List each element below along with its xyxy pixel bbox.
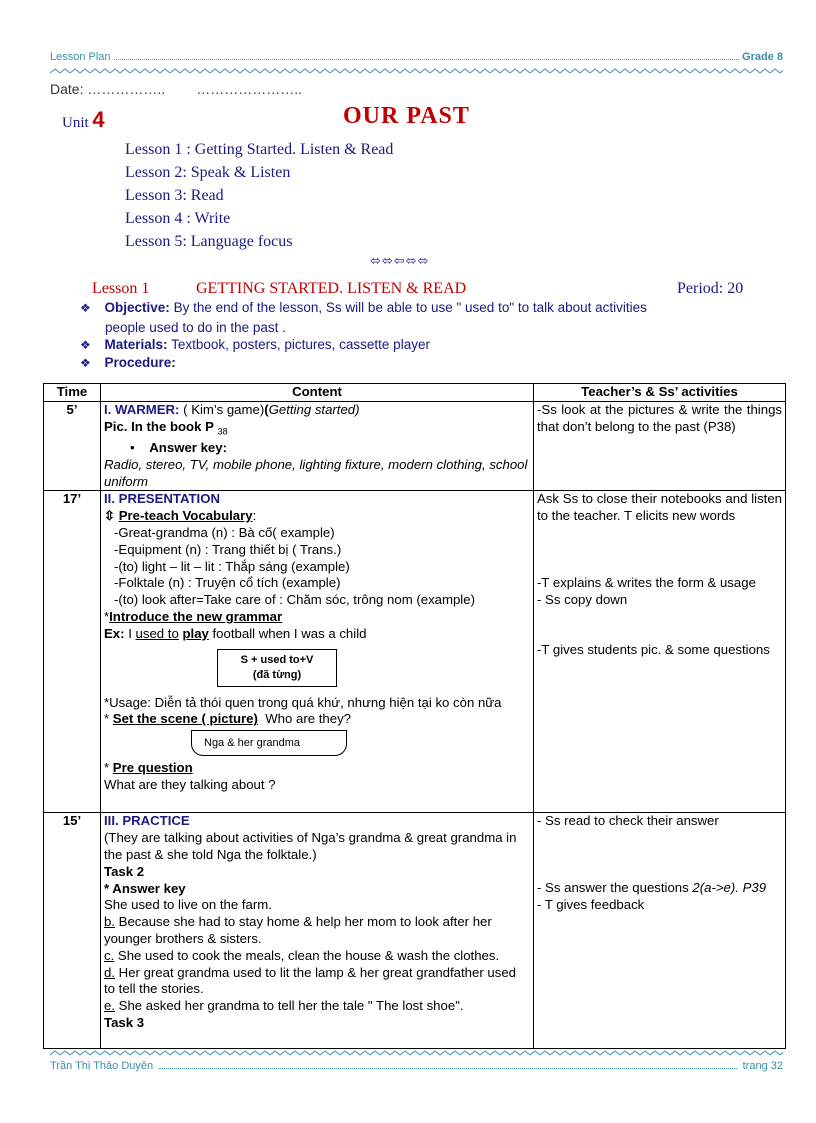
materials-text: Textbook, posters, pictures, cassette player bbox=[171, 337, 430, 352]
answer-e: e. She asked her grandma to tell her the tale " The lost shoe". bbox=[104, 998, 464, 1014]
practice-intro: (They are talking about activities of Nga’s grandma & great grandma in the past & she told Nga the folktale.) bbox=[104, 830, 517, 863]
header-content: Content bbox=[101, 384, 534, 402]
content-cell bbox=[101, 401, 534, 491]
bullet-icon: ❖ bbox=[80, 356, 91, 370]
procedure-table bbox=[43, 383, 786, 1049]
activity-cell: -Ss look at the pictures & write the things that don’t belong to the past (P38) bbox=[534, 401, 786, 491]
warmer-heading: I. WARMER: ( Kim’s game)(Getting started) bbox=[104, 401, 360, 417]
pre-teach-heading: ⇳ Pre-teach Vocabulary: bbox=[104, 508, 257, 524]
pre-question: * Pre question bbox=[104, 760, 193, 776]
answer-key-item: • Answer key: bbox=[130, 440, 227, 456]
lesson-title: GETTING STARTED. LISTEN & READ bbox=[196, 280, 467, 297]
answer-key-label: * Answer key bbox=[104, 880, 186, 896]
lesson-list bbox=[125, 138, 393, 253]
bullet-icon: ❖ bbox=[80, 301, 91, 315]
lesson-item: Lesson 1 : Getting Started. Listen & Read bbox=[125, 141, 394, 158]
date-label: Date: bbox=[50, 81, 84, 97]
example-sentence: Ex: I used to play football when I was a child bbox=[104, 625, 367, 641]
content-cell bbox=[101, 491, 534, 813]
footer-dots bbox=[159, 1060, 736, 1069]
activity-text: - Ss read to check their answer bbox=[537, 813, 719, 829]
pre-question-text: What are they talking about ? bbox=[104, 776, 276, 792]
footer-author: Trần Thị Thảo Duyên bbox=[50, 1060, 154, 1072]
warmer-pic: Pic. In the book P $_{38}$ bbox=[104, 418, 228, 437]
answer-b: b. Because she had to stay home & help her mom to look after her younger brothers & sisters. bbox=[104, 914, 492, 946]
header-zigzag bbox=[50, 68, 783, 74]
table-header-row bbox=[44, 384, 786, 402]
page-footer bbox=[50, 1060, 783, 1072]
vocab-list bbox=[104, 525, 530, 609]
divider-arrows-icon: ⬄⬄⇦⬄⬄ bbox=[370, 253, 430, 268]
unit-number: 4 bbox=[92, 107, 105, 132]
page-header bbox=[50, 51, 783, 67]
footer-page: trang 32 bbox=[742, 1060, 783, 1072]
activity-text: - T gives feedback bbox=[537, 897, 645, 913]
unit-word: Unit bbox=[62, 115, 89, 131]
activity-text: Ask Ss to close their notebooks and listen to the teacher. T elicits new words bbox=[537, 491, 782, 524]
vocab-item: -Great-grandma (n) : Bà cố( example) bbox=[114, 525, 335, 541]
task-2-label: Task 2 bbox=[104, 863, 145, 879]
activity-cell bbox=[534, 491, 786, 813]
objective-text: By the end of the lesson, Ss will be able to use " used to" to talk about activities bbox=[173, 300, 647, 315]
header-border bbox=[50, 68, 783, 74]
objective-label: Objective: bbox=[104, 300, 170, 315]
vocab-item: -Equipment (n) : Trang thiết bị ( Trans.) bbox=[114, 541, 342, 557]
time-cell: 15’ bbox=[44, 813, 101, 1049]
date-line bbox=[50, 81, 302, 97]
lesson-number: Lesson 1 bbox=[92, 280, 150, 297]
footer-border bbox=[50, 1050, 783, 1056]
header-grade: Grade 8 bbox=[742, 51, 783, 63]
date-blank-1: …………….. bbox=[87, 81, 166, 97]
objective-line-2: people used to do in the past . bbox=[105, 320, 286, 335]
set-scene: * Set the scene ( picture) Who are they? bbox=[104, 711, 351, 727]
time-cell: 5’ bbox=[44, 401, 101, 491]
usage-text: *Usage: Diễn tả thói quen trong quá khứ, nhưng hiện tại ko còn nữa bbox=[104, 694, 502, 710]
footer-zigzag bbox=[50, 1050, 783, 1056]
activity-text: - Ss copy down bbox=[537, 591, 628, 607]
practice-heading: III. PRACTICE bbox=[104, 813, 190, 829]
unit-label bbox=[62, 107, 105, 133]
vocab-item: -(to) look after=Take care of : Chăm sóc, trông nom (example) bbox=[114, 592, 475, 608]
answer-c: c. She used to cook the meals, clean the house & wash the clothes. bbox=[104, 947, 500, 963]
table-row-practice bbox=[44, 813, 786, 1049]
lesson-period: Period: 20 bbox=[677, 280, 744, 297]
lesson-item: Lesson 2: Speak & Listen bbox=[125, 164, 291, 181]
header-time: Time bbox=[44, 384, 101, 402]
activity-text: -T gives students pic. & some questions bbox=[537, 641, 770, 657]
activity-text: -T explains & writes the form & usage bbox=[537, 575, 756, 591]
header-left: Lesson Plan bbox=[50, 51, 111, 63]
warmer-answers: Radio, stereo, TV, mobile phone, lighting fixture, modern clothing, school uniform bbox=[104, 456, 528, 489]
date-blank-2: ………………….. bbox=[196, 81, 303, 97]
lesson-item: Lesson 4 : Write bbox=[125, 210, 231, 227]
activity-cell bbox=[534, 813, 786, 1049]
table-row-presentation bbox=[44, 491, 786, 813]
vocab-item: -(to) light – lit – lit : Thắp sáng (example) bbox=[114, 558, 350, 574]
formula-box: S + used to+V (đã từng) bbox=[217, 649, 337, 687]
unit-title: OUR PAST bbox=[343, 103, 470, 129]
intro-grammar: *Introduce the new grammar bbox=[104, 609, 283, 624]
table-row-warmer bbox=[44, 401, 786, 491]
lesson-item: Lesson 5: Language focus bbox=[125, 233, 293, 250]
header-dots bbox=[114, 51, 739, 60]
header-activities: Teacher’s & Ss’ activities bbox=[534, 384, 786, 402]
answer-d: d. Her great grandma used to lit the lamp & her great grandfather used to tell the stories. bbox=[104, 964, 516, 997]
time-cell: 17’ bbox=[44, 491, 101, 813]
lesson-item: Lesson 3: Read bbox=[125, 187, 224, 204]
bullet-icon: ❖ bbox=[80, 338, 91, 352]
procedure-label: Procedure: bbox=[104, 355, 176, 370]
procedure-line bbox=[80, 355, 176, 370]
materials-line bbox=[80, 337, 430, 352]
materials-label: Materials: bbox=[104, 337, 168, 352]
task-3-label: Task 3 bbox=[104, 1014, 145, 1030]
content-cell bbox=[101, 813, 534, 1049]
answer-a: She used to live on the farm. bbox=[104, 897, 272, 913]
activity-text: - Ss answer the questions 2(a->e). P39 bbox=[537, 880, 767, 896]
presentation-heading: II. PRESENTATION bbox=[104, 491, 221, 507]
objective-line bbox=[80, 300, 647, 315]
scene-box: Nga & her grandma bbox=[191, 730, 347, 756]
vocab-item: -Folktale (n) : Truyện cổ tích (example) bbox=[114, 575, 341, 591]
